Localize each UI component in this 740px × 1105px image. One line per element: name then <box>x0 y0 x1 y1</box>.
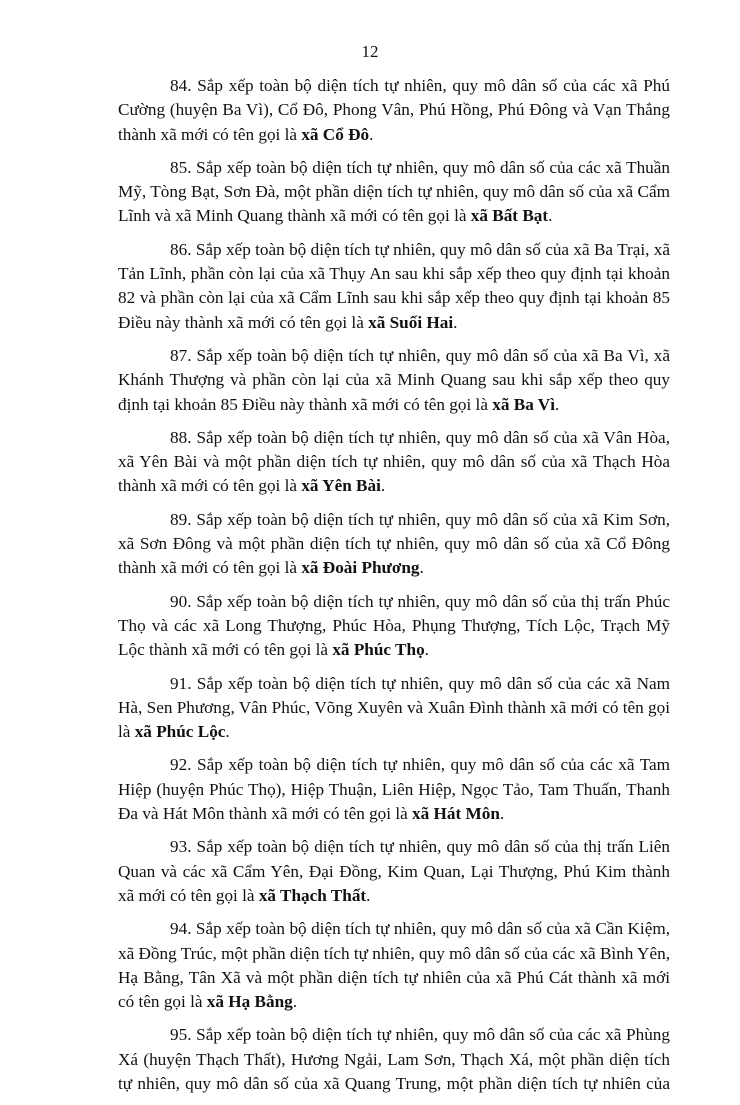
paragraph-93: 93. Sắp xếp toàn bộ diện tích tự nhiên, quy mô dân số của thị trấn Liên Quan và các xã Cẩm Yên, Đại Đồng, Kim Quan, Lại Thượng, Phú Kim thành xã mới có tên gọi là xã Thạch Thất. <box>118 837 670 905</box>
document-body <box>118 74 670 1105</box>
paragraph-92: 92. Sắp xếp toàn bộ diện tích tự nhiên, quy mô dân số của các xã Tam Hiệp (huyện Phúc Thọ), Hiệp Thuận, Liên Hiệp, Ngọc Tảo, Tam Thuấn, Thanh Đa và Hát Môn thành xã mới có tên gọi là xã Hát Môn. <box>118 755 670 824</box>
paragraph-91: 91. Sắp xếp toàn bộ diện tích tự nhiên, quy mô dân số của các xã Nam Hà, Sen Phương, Vân Phúc, Võng Xuyên và Xuân Đình thành xã mới có tên gọi là xã Phúc Lộc. <box>118 673 670 742</box>
commune-name: xã Ba Vì <box>492 394 555 414</box>
commune-name: xã Yên Bài <box>301 476 381 496</box>
paragraph-88: 88. Sắp xếp toàn bộ diện tích tự nhiên, quy mô dân số của xã Vân Hòa, xã Yên Bài và một phần diện tích tự nhiên, quy mô dân số của xã Thạch Hòa thành xã mới có tên gọi là xã Yên Bài. <box>118 427 670 496</box>
paragraph-95: 95. Sắp xếp toàn bộ diện tích tự nhiên, quy mô dân số của các xã Phùng Xá (huyện Thạch Thất), Hương Ngải, Lam Sơn, Thạch Xá, một phần diện tích tự nhiên, quy mô dân số của xã Quang Trung, một phần diện tích tự nhiên của <box>118 1025 670 1093</box>
paragraph-85: 85. Sắp xếp toàn bộ diện tích tự nhiên, quy mô dân số của các xã Thuần Mỹ, Tòng Bạt, Sơn Đà, một phần diện tích tự nhiên, quy mô dân số của xã Cẩm Lĩnh và xã Minh Quang thành xã mới có tên gọi là xã Bất Bạt. <box>118 157 670 226</box>
paragraph-94: 94. Sắp xếp toàn bộ diện tích tự nhiên, quy mô dân số của xã Cần Kiệm, xã Đồng Trúc, một phần diện tích tự nhiên, quy mô dân số của các xã Bình Yên, Hạ Bằng, Tân Xã và một phần diện tích tự nhiên của xã Phú Cát thành xã mới có tên gọi là xã Hạ Bằng. <box>118 919 670 1012</box>
paragraph-87: 87. Sắp xếp toàn bộ diện tích tự nhiên, quy mô dân số của xã Ba Vì, xã Khánh Thượng và phần còn lại của xã Minh Quang sau khi sắp xếp theo quy định tại khoản 85 Điều này thành xã mới có tên gọi là xã Ba Vì. <box>118 345 670 414</box>
page-number: 12 <box>361 42 379 61</box>
commune-name: xã Đoài Phương <box>301 558 420 578</box>
commune-name: xã Hát Môn <box>412 804 500 824</box>
commune-name: xã Phúc Thọ <box>332 640 425 660</box>
commune-name: xã Suối Hai <box>368 312 454 332</box>
commune-name: xã Phúc Lộc <box>134 722 226 742</box>
paragraph-90: 90. Sắp xếp toàn bộ diện tích tự nhiên, quy mô dân số của thị trấn Phúc Thọ và các xã Long Thượng, Phúc Hòa, Phụng Thượng, Tích Lộc, Trạch Mỹ Lộc thành xã mới có tên gọi là xã Phúc Thọ. <box>118 591 670 660</box>
paragraph-89: 89. Sắp xếp toàn bộ diện tích tự nhiên, quy mô dân số của xã Kim Sơn, xã Sơn Đông và một phần diện tích tự nhiên, quy mô dân số của xã Cổ Đông thành xã mới có tên gọi là xã Đoài Phương. <box>118 509 670 578</box>
commune-name: xã Cổ Đô <box>301 124 370 144</box>
commune-name: xã Bất Bạt <box>470 206 549 226</box>
commune-name: xã Thạch Thất <box>258 885 367 905</box>
commune-name: xã Hạ Bằng <box>206 992 293 1012</box>
paragraph-86: 86. Sắp xếp toàn bộ diện tích tự nhiên, quy mô dân số của xã Ba Trại, xã Tản Lĩnh, phần còn lại của xã Thụy An sau khi sắp xếp theo quy định tại khoản 82 và phần còn lại của xã Cẩm Lĩnh sau khi sắp xếp theo quy định tại khoản 85 Điều này thành xã mới có tên gọi là xã Suối Hai. <box>118 239 670 332</box>
paragraph-84: 84. Sắp xếp toàn bộ diện tích tự nhiên, quy mô dân số của các xã Phú Cường (huyện Ba Vì), Cổ Đô, Phong Vân, Phú Hồng, Phú Đông và Vạn Thắng thành xã mới có tên gọi là xã Cổ Đô. <box>118 76 670 144</box>
